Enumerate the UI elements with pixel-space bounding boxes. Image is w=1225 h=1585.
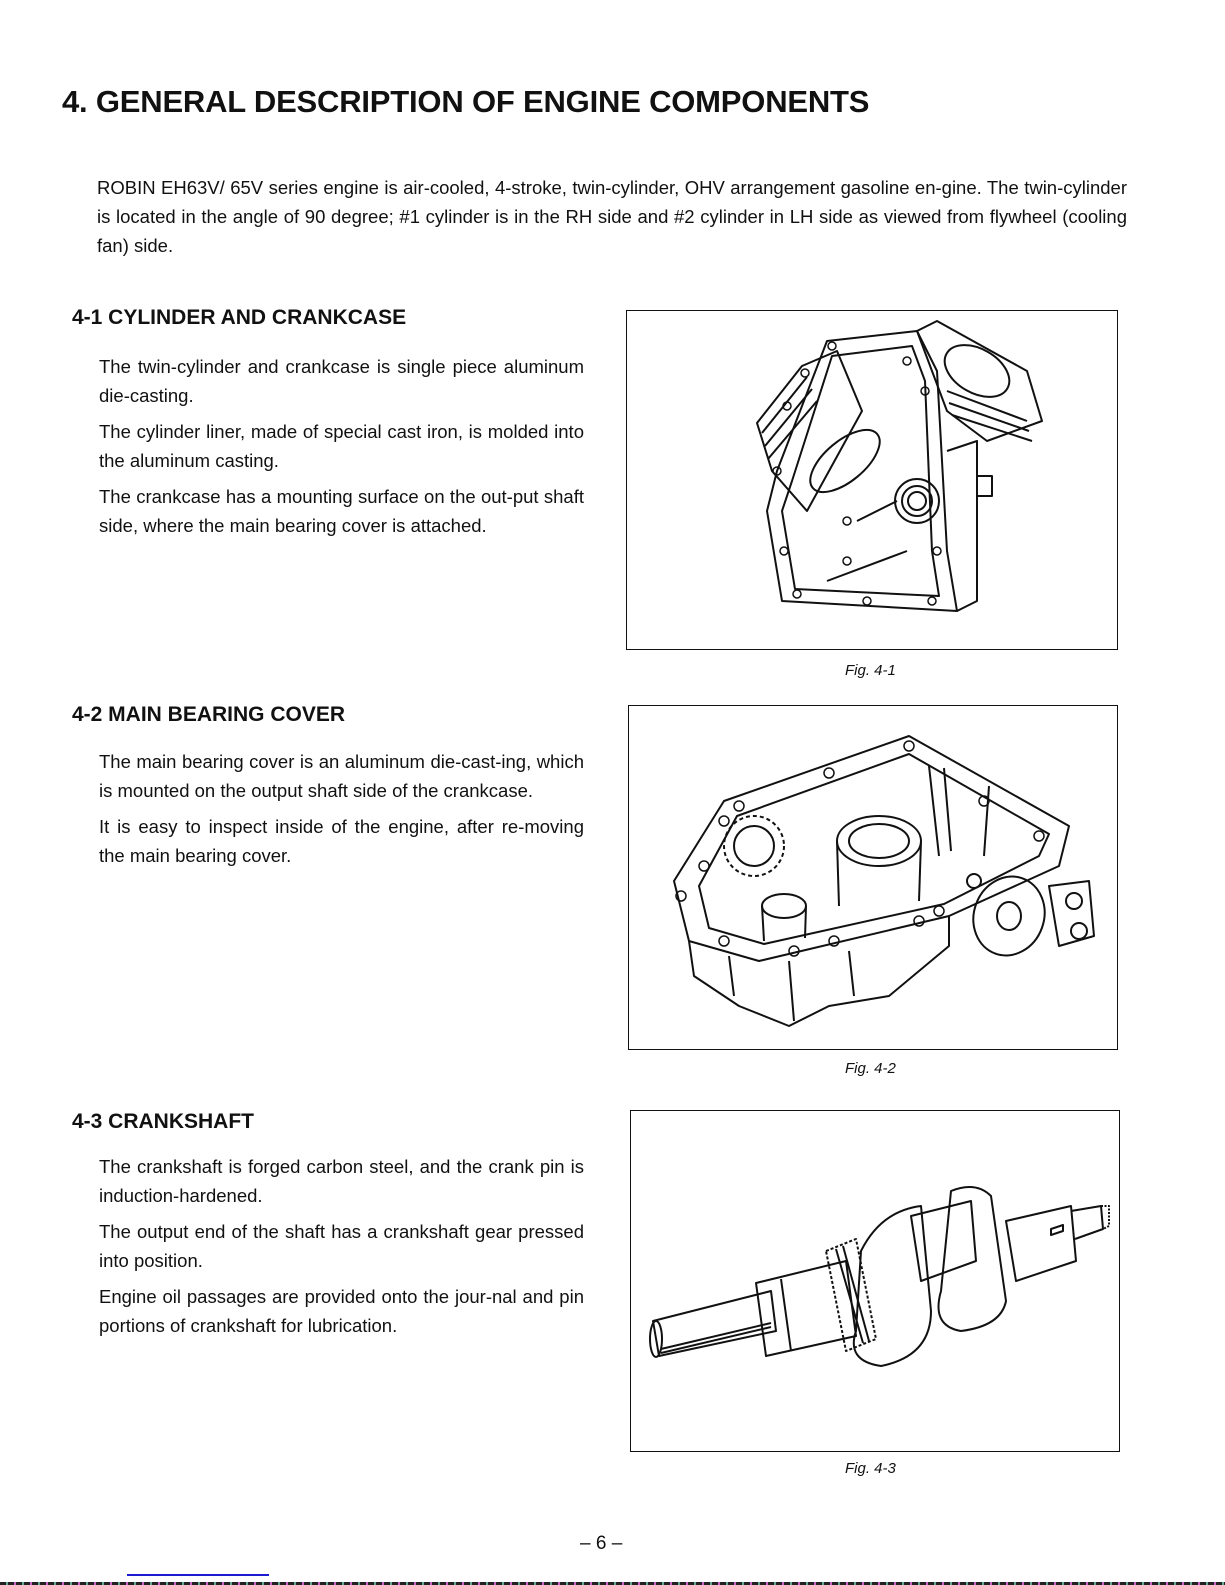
main-bearing-cover-illustration: [629, 706, 1117, 1049]
paragraph: The twin-cylinder and crankcase is single piece aluminum die-casting.: [99, 356, 584, 406]
paragraph: The crankcase has a mounting surface on the out-put shaft side, where the main bearing cover is attached.: [99, 486, 584, 536]
cylinder-crankcase-illustration: [627, 311, 1117, 649]
paragraph: The output end of the shaft has a crankshaft gear pressed into position.: [99, 1221, 584, 1271]
figure-caption: Fig. 4-1: [845, 662, 896, 679]
figure-caption: Fig. 4-3: [845, 1460, 896, 1477]
paragraph: It is easy to inspect inside of the engine, after re-moving the main bearing cover.: [99, 816, 584, 866]
figure-crankshaft: [630, 1110, 1120, 1452]
paragraph: The crankshaft is forged carbon steel, and the crank pin is induction-hardened.: [99, 1156, 584, 1206]
paragraph: Engine oil passages are provided onto the jour-nal and pin portions of crankshaft for lubrication.: [99, 1286, 584, 1336]
section-heading-crankshaft: 4-3 CRANKSHAFT: [72, 1110, 255, 1133]
figure-cylinder-crankcase: [626, 310, 1118, 650]
paragraph: The cylinder liner, made of special cast iron, is molded into the aluminum casting.: [99, 421, 584, 471]
section-heading-main-bearing-cover: 4-2 MAIN BEARING COVER: [72, 703, 346, 726]
link-underline: [127, 1574, 269, 1576]
section-heading-cylinder-crankcase: 4-1 CYLINDER AND CRANKCASE: [72, 306, 407, 329]
section-body-crankshaft: [99, 1153, 584, 1348]
figure-main-bearing-cover: [628, 705, 1118, 1050]
paragraph: The main bearing cover is an aluminum die-cast-ing, which is mounted on the output shaft side of the crankcase.: [99, 751, 584, 801]
page-title: 4. GENERAL DESCRIPTION OF ENGINE COMPONENTS: [62, 84, 870, 119]
figure-caption: Fig. 4-2: [845, 1060, 896, 1077]
crankshaft-illustration: [631, 1111, 1119, 1451]
section-body-main-bearing-cover: [99, 748, 584, 878]
section-body-cylinder-crankcase: [99, 353, 584, 548]
page-number: – 6 –: [580, 1533, 623, 1554]
intro-paragraph: ROBIN EH63V/ 65V series engine is air-cooled, 4-stroke, twin-cylinder, OHV arrangement gasoline en-gine. The twin-cylinder is located in the angle of 90 degree; #1 cylinder is in the RH side and #2 cylinder in LH side as viewed from flywheel (cooling fan) side.: [97, 177, 1127, 256]
